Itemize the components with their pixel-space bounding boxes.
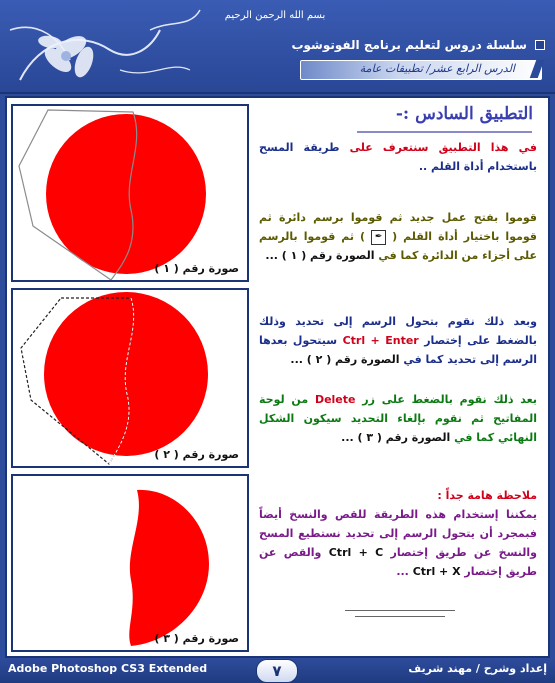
paragraph-step-1 xyxy=(259,208,537,265)
page-number: ٧ xyxy=(256,659,298,683)
figure-caption: صورة رقم ( ٢ ) xyxy=(154,448,239,461)
red-circle xyxy=(46,114,206,274)
para-text: باستخدام أداة القلم .. xyxy=(418,160,537,173)
author-credit: إعداد وشرح / مهند شريف xyxy=(408,662,547,675)
figure-reference: الصورة رقم ( ٣ ) ... xyxy=(341,431,451,444)
paragraph-intro xyxy=(259,138,537,176)
figure-reference: الصورة رقم ( ١ ) ... xyxy=(265,249,375,262)
section-heading: التطبيق السادس :- xyxy=(395,104,533,124)
para-text: سيتحول بعدها الرسم إلى تحديد كما في xyxy=(259,334,537,366)
figure-2-graphic xyxy=(13,290,247,466)
para-text: ) ثم قوموا بالرسم على أجزاء من الدائرة كما في xyxy=(259,230,537,262)
para-text: في هذا التطبيق سنتعرف على xyxy=(339,141,537,154)
heading-underline xyxy=(357,131,532,133)
pen-tool-icon: ✒ xyxy=(371,230,386,245)
bullet-icon xyxy=(535,40,545,50)
figure-caption: صورة رقم ( ١ ) xyxy=(154,262,239,275)
shortcut-text: Delete xyxy=(314,393,356,406)
figure-caption: صورة رقم ( ٣ ) xyxy=(154,632,239,645)
content-frame xyxy=(5,96,550,658)
figure-2 xyxy=(11,288,249,468)
shortcut-text: Ctrl + X xyxy=(412,565,461,578)
note-block xyxy=(259,486,537,581)
divider xyxy=(345,610,455,611)
figure-1-graphic xyxy=(13,106,247,280)
para-text: وبعد ذلك نقوم بتحول الرسم إلى تحديد وذلك بالضغط على إختصار xyxy=(259,315,537,347)
footer-bar xyxy=(0,658,555,683)
divider xyxy=(355,616,445,617)
bismillah-text: بسم الله الرحمن الرحيم xyxy=(224,10,326,21)
remaining-shape xyxy=(129,490,209,646)
figure-3-graphic xyxy=(13,476,247,650)
shortcut-text: Ctrl + C xyxy=(328,546,384,559)
note-text: ... xyxy=(396,565,413,578)
shortcut-text: Ctrl + Enter xyxy=(342,334,419,347)
para-highlight: طريقة المسح xyxy=(259,141,340,154)
figure-reference: الصورة رقم ( ٢ ) ... xyxy=(290,353,400,366)
note-text: يمكننا إستخدام هذه الطريقة للقص والنسخ أيضاً فبمجرد أن يتحول الرسم إلى تحديد نستطيع المسح والنسخ عن طريق إختصار xyxy=(259,508,537,559)
software-name: Adobe Photoshop CS3 Extended xyxy=(8,662,208,675)
lesson-label: الدرس الرابع عشر/ تطبيقات عامة xyxy=(359,62,515,75)
figure-3 xyxy=(11,474,249,652)
text-column xyxy=(257,98,547,658)
para-text: بعد ذلك نقوم بالضغط على زر xyxy=(355,393,537,406)
header-banner xyxy=(0,0,555,94)
note-text: والقص عن طريق إختصار xyxy=(259,546,537,578)
figure-1 xyxy=(11,104,249,282)
note-title: ملاحظة هامة جداً : xyxy=(437,489,537,502)
para-text: قوموا بفتح عمل جديد ثم قوموا برسم دائرة ثم قوموا باختيار أداة القلم ( xyxy=(259,211,538,243)
paragraph-step-2 xyxy=(259,312,537,369)
paragraph-step-3 xyxy=(259,390,537,447)
para-text: من لوحة المفاتيح ثم نقوم بإلغاء التحديد سيكون الشكل النهائي كما في xyxy=(259,393,537,444)
series-title: سلسلة دروس لتعليم برنامج الفوتوشوب xyxy=(291,38,527,52)
floral-ornament-icon xyxy=(0,0,230,92)
red-circle xyxy=(44,292,208,456)
